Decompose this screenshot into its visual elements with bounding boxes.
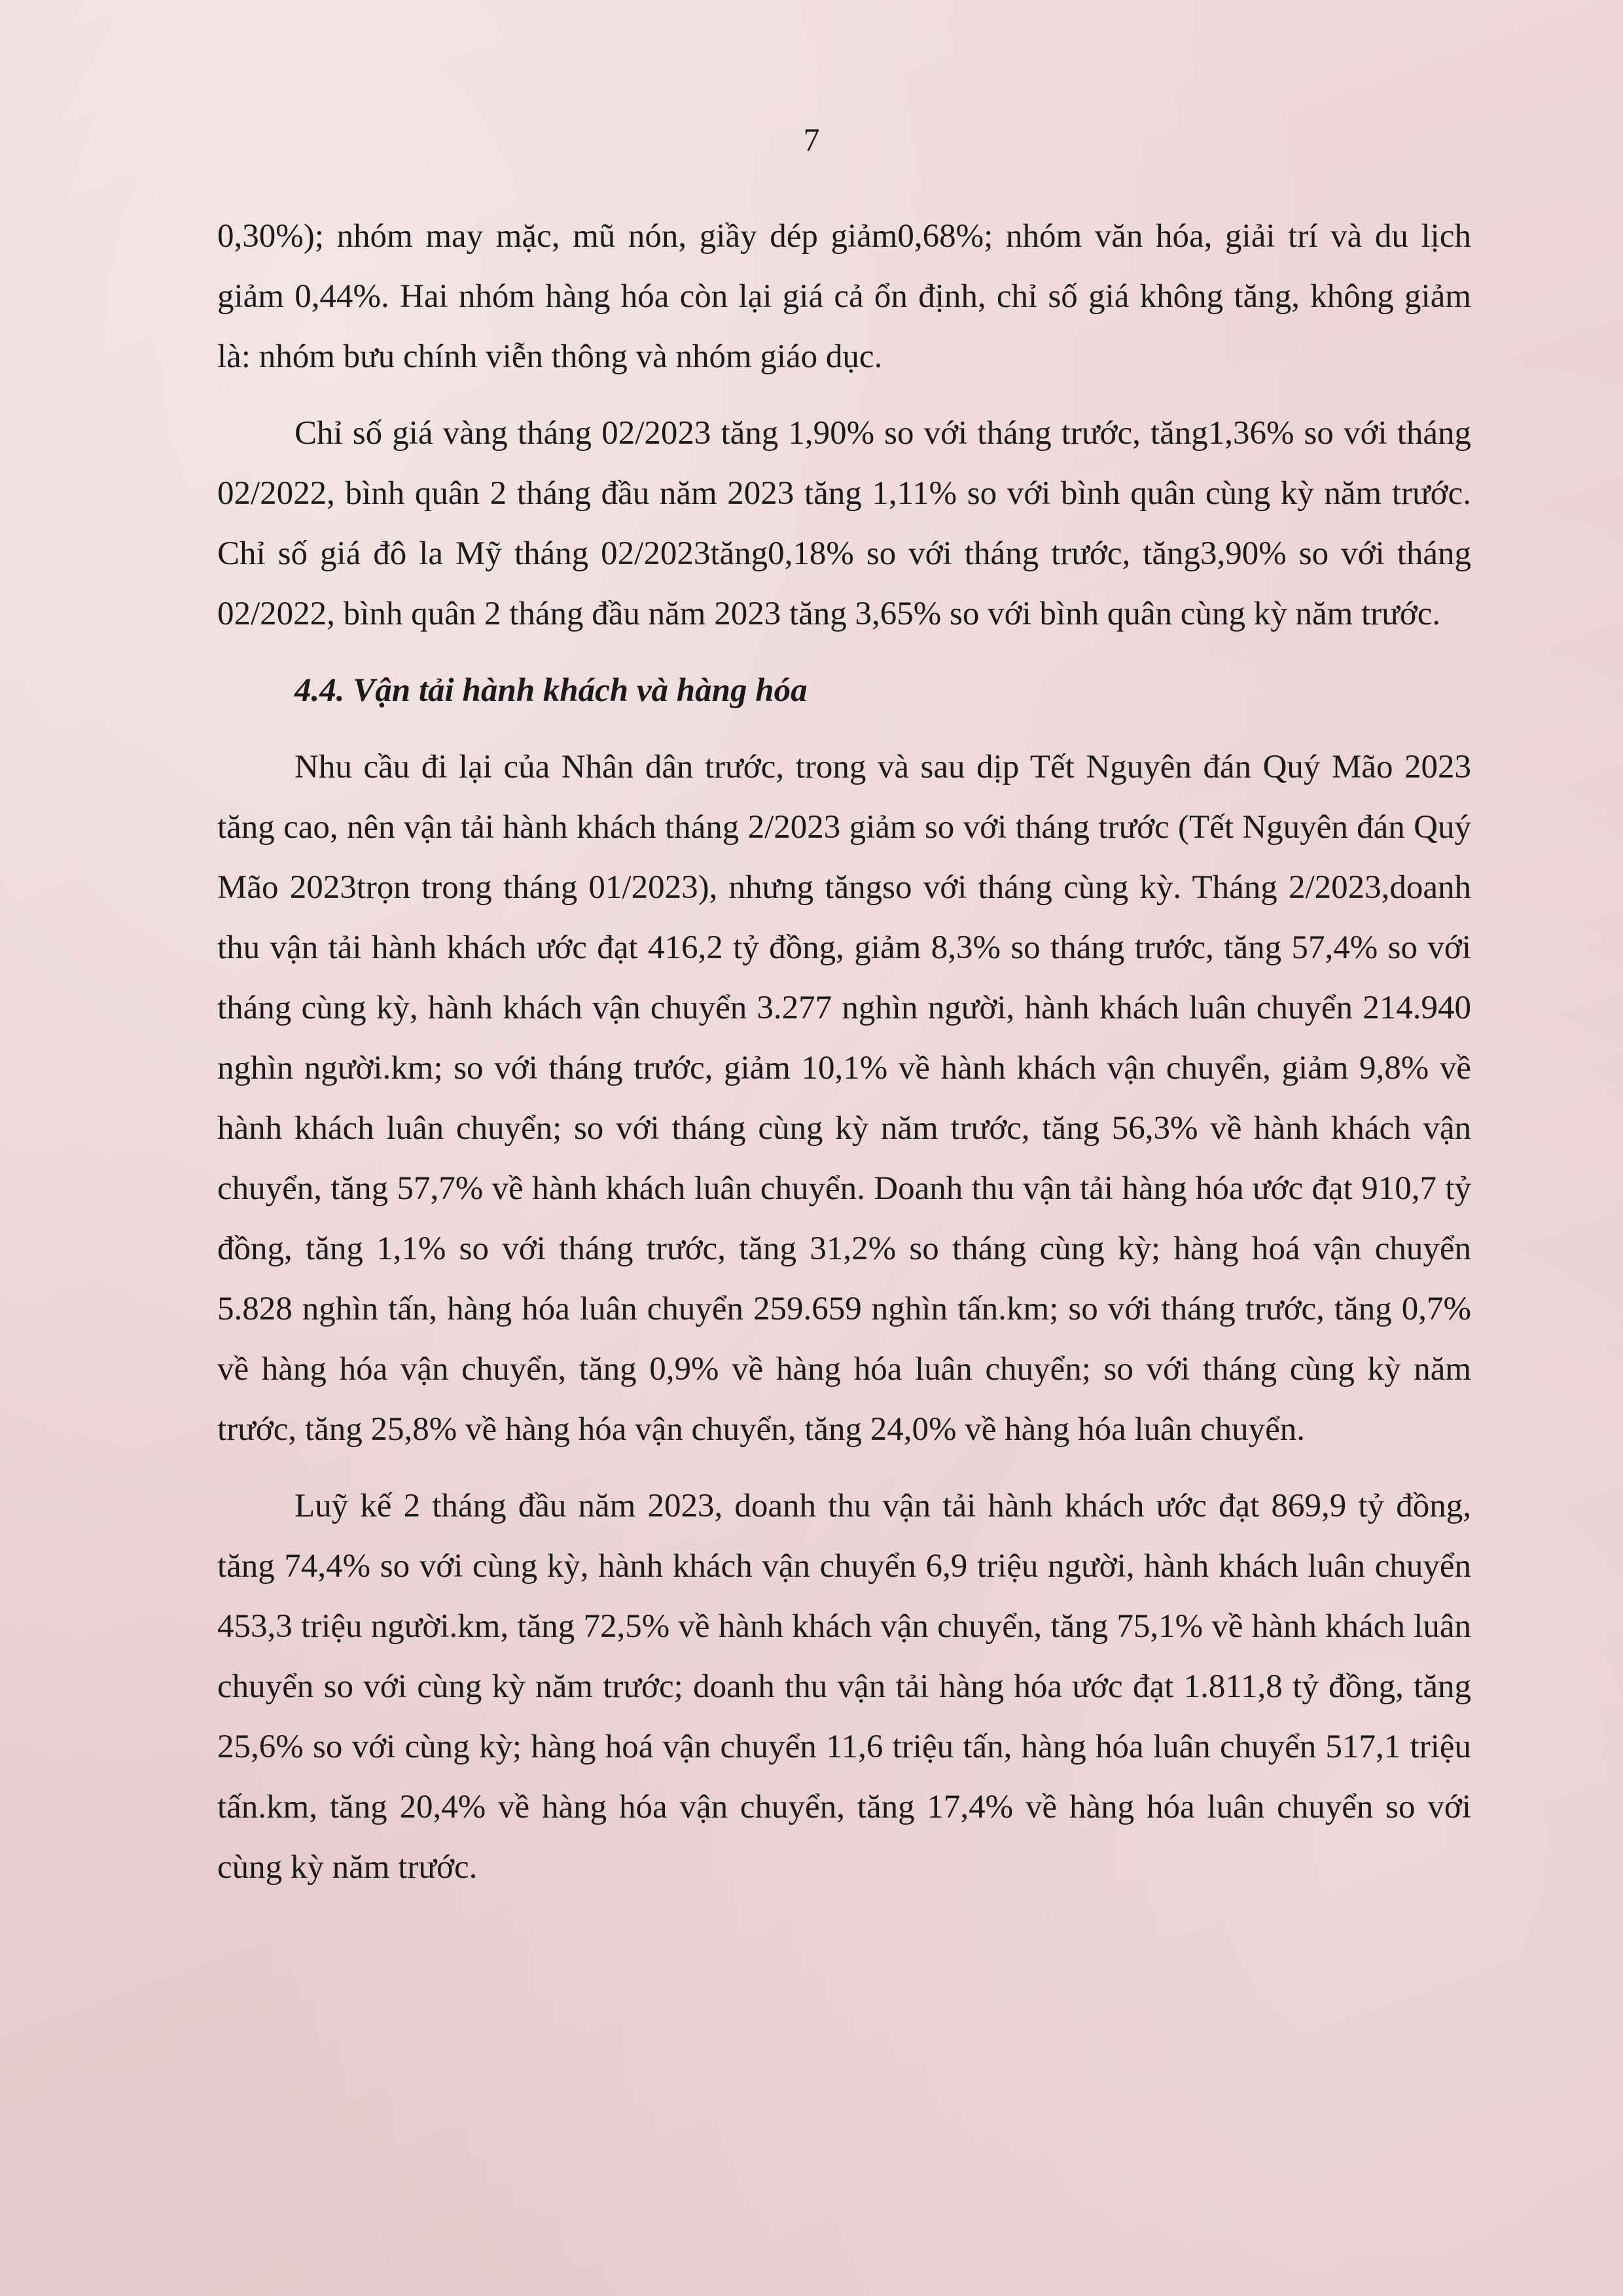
paragraph-transport-monthly: Nhu cầu đi lại của Nhân dân trước, trong và sau dịp Tết Nguyên đán Quý Mão 2023 tăng cao, nên vận tải hành khách tháng 2/2023 giảm so với tháng trước (Tết Nguyên đán Quý Mão 2023trọn trong tháng 01/2023), nhưng tăngso với tháng cùng kỳ. Tháng 2/2023,doanh thu vận tải hành khách ước đạt 416,2 tỷ đồng, giảm 8,3% so tháng trước, tăng 57,4% so với tháng cùng kỳ, hành khách vận chuyển 3.277 nghìn người, hành khách luân chuyển 214.940 nghìn người.km; so với tháng trước, giảm 10,1% về hành khách vận chuyển, giảm 9,8% về hành khách luân chuyển; so với tháng cùng kỳ năm trước, tăng 56,3% về hành khách vận chuyển, tăng 57,7% về hành khách luân chuyển. Doanh thu vận tải hàng hóa ước đạt 910,7 tỷ đồng, tăng 1,1% so với tháng trước, tăng 31,2% so tháng cùng kỳ; hàng hoá vận chuyển 5.828 nghìn tấn, hàng hóa luân chuyển 259.659 nghìn tấn.km; so với tháng trước, tăng 0,7% về hàng hóa vận chuyển, tăng 0,9% về hàng hóa luân chuyển; so với tháng cùng kỳ năm trước, tăng 25,8% về hàng hóa vận chuyển, tăng 24,0% về hàng hóa luân chuyển. [217, 749, 1471, 1448]
paragraph-price-index: Chỉ số giá vàng tháng 02/2023 tăng 1,90% so với tháng trước, tăng1,36% so với tháng 02/2022, bình quân 2 tháng đầu năm 2023 tăng 1,11% so với bình quân cùng kỳ năm trước. Chỉ số giá đô la Mỹ tháng 02/2023tăng0,18% so với tháng trước, tăng3,90% so với tháng 02/2022, bình quân 2 tháng đầu năm 2023 tăng 3,65% so với bình quân cùng kỳ năm trước. [217, 415, 1471, 632]
paragraph-transport-cumulative: Luỹ kế 2 tháng đầu năm 2023, doanh thu vận tải hành khách ước đạt 869,9 tỷ đồng, tăng 74,4% so với cùng kỳ, hành khách vận chuyển 6,9 triệu người, hành khách luân chuyển 453,3 triệu người.km, tăng 72,5% về hành khách vận chuyển, tăng 75,1% về hành khách luân chuyển so với cùng kỳ năm trước; doanh thu vận tải hàng hóa ước đạt 1.811,8 tỷ đồng, tăng 25,6% so với cùng kỳ; hàng hoá vận chuyển 11,6 triệu tấn, hàng hóa luân chuyển 517,1 triệu tấn.km, tăng 20,4% về hàng hóa vận chuyển, tăng 17,4% về hàng hóa luân chuyển so với cùng kỳ năm trước. [217, 1488, 1471, 1886]
page-content [217, 206, 1471, 1897]
page-number: 7 [803, 121, 820, 158]
paragraph-continued: 0,30%); nhóm may mặc, mũ nón, giầy dép giảm0,68%; nhóm văn hóa, giải trí và du lịch giảm 0,44%. Hai nhóm hàng hóa còn lại giá cả ổn định, chỉ số giá không tăng, không giảm là: nhóm bưu chính viễn thông và nhóm giáo dục. [217, 218, 1471, 375]
section-heading: 4.4. Vận tải hành khách và hàng hóa [294, 672, 808, 709]
